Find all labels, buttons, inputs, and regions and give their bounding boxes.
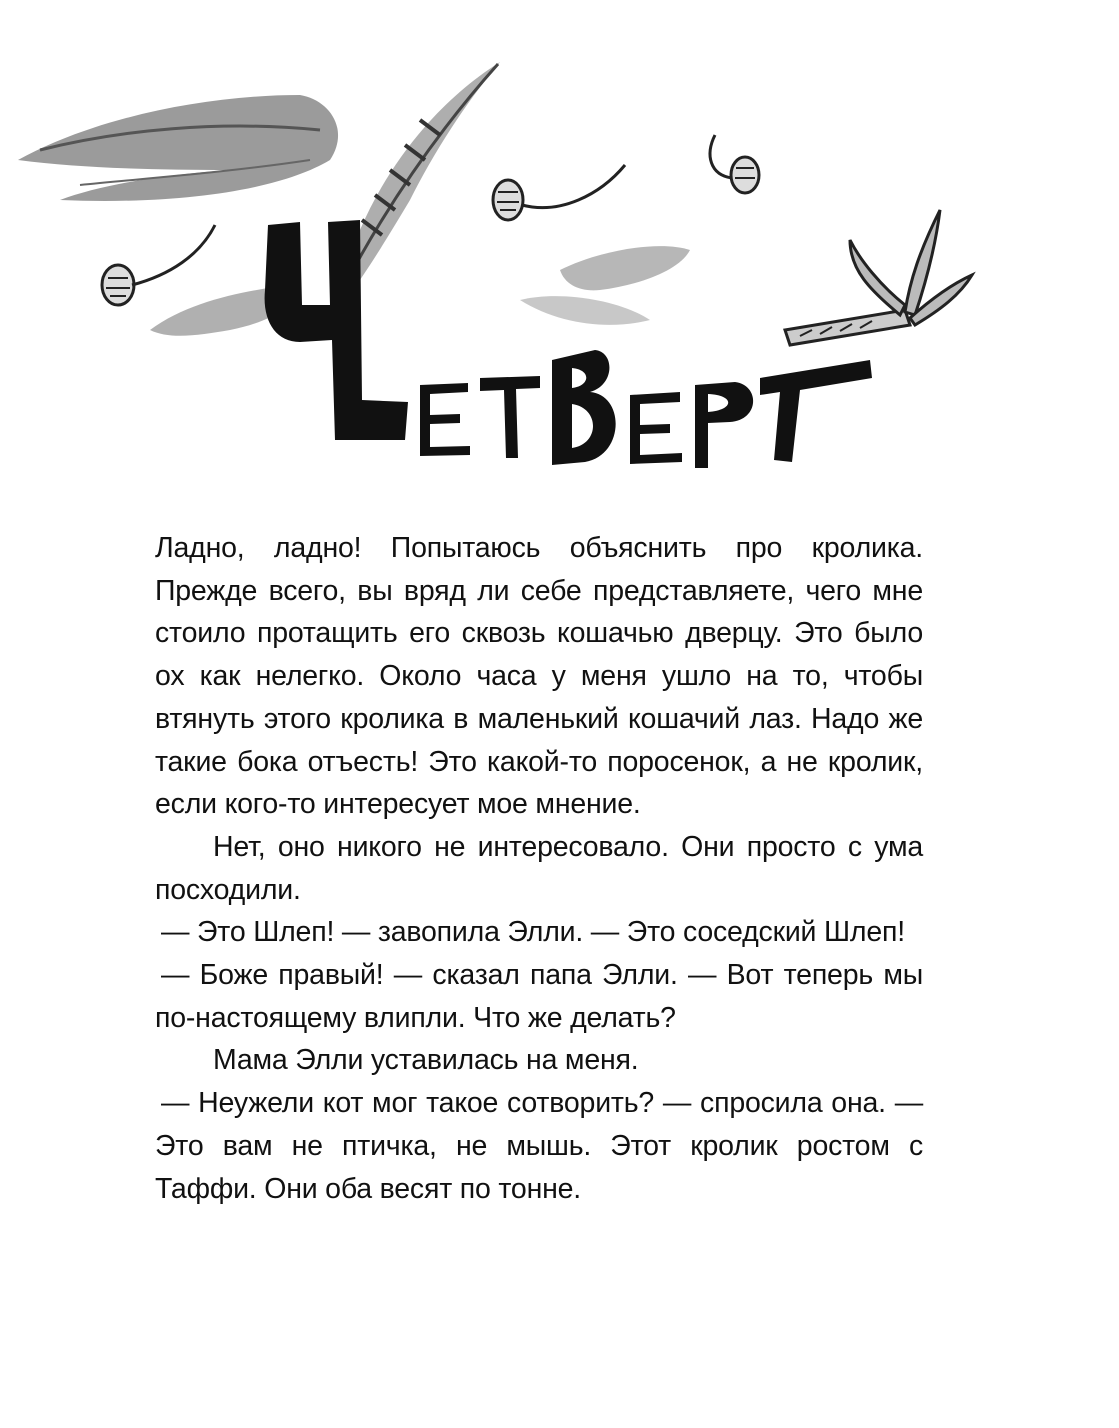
paragraph: Нет, оно никого не интересовало. Они просто с ума посходили. xyxy=(155,830,923,906)
dialog-paragraph: — Боже правый! — сказал папа Элли. — Вот теперь мы по-настоящему влипли. Что же делать? xyxy=(155,959,923,1034)
mushroom-left-icon xyxy=(102,225,215,305)
feather-left-icon xyxy=(18,95,338,201)
chapter-title xyxy=(260,215,900,465)
paragraph: Ладно, ладно! Попытаюсь объяснить про кролика. Прежде всего, вы вряд ли себе представляете, чего мне стоило протащить его сквозь кошачью дверцу. Это было ох как нелегко. Около часа у меня ушло на то, чтобы втянуть этого кролика в маленький кошачий лаз. Надо же такие бока отъесть! Это какой-то поросенок, а не кролик, если кого-то интересует мое мнение. xyxy=(155,532,923,821)
mushroom-middle-icon xyxy=(493,165,625,220)
dialog-paragraph: — Это Шлеп! — завопила Элли. — Это соседский Шлеп! xyxy=(161,916,905,949)
mushroom-right-icon xyxy=(710,135,759,193)
paragraph: Мама Элли уставилась на меня. xyxy=(213,1044,639,1077)
dialog-paragraph: — Неужели кот мог такое сотворить? — спросила она. — Это вам не птичка, не мышь. Этот кролик ростом с Таффи. Они оба весят по тонне. xyxy=(155,1087,923,1205)
chapter-body xyxy=(155,527,923,1210)
